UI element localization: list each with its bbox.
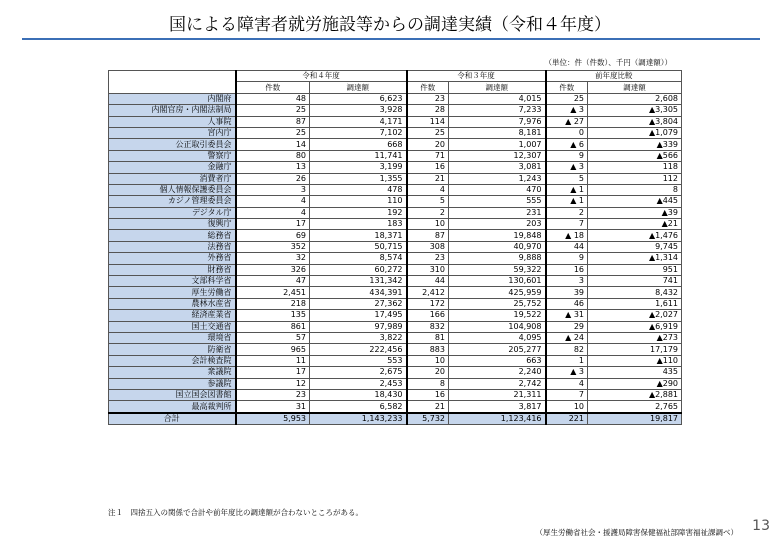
sub-header-count: 件数 xyxy=(407,82,449,93)
table-row xyxy=(109,344,682,355)
cell-r3-amount: 19,522 xyxy=(449,310,546,321)
cell-r3-count: 308 xyxy=(407,241,449,252)
page-number: 13 xyxy=(752,518,770,534)
cell-r4-count: 2,451 xyxy=(236,287,310,298)
table-row xyxy=(109,219,682,230)
cell-r3-count: 832 xyxy=(407,321,449,332)
cell-r3-amount: 12,307 xyxy=(449,150,546,161)
cell-diff-count: 82 xyxy=(546,344,588,355)
cell-diff-count: 9 xyxy=(546,253,588,264)
cell-r3-amount: 3,817 xyxy=(449,401,546,413)
cell-r4-count: 13 xyxy=(236,162,310,173)
cell-r3-count: 16 xyxy=(407,162,449,173)
cell-r3-count: 23 xyxy=(407,253,449,264)
cell-r4-count: 4 xyxy=(236,196,310,207)
table-row xyxy=(109,389,682,400)
cell-r4-amount: 434,391 xyxy=(310,287,407,298)
ministry-name: 国土交通省 xyxy=(109,321,236,332)
header-blank xyxy=(109,71,236,94)
cell-r4-amount: 2,453 xyxy=(310,378,407,389)
cell-r4-amount: 18,371 xyxy=(310,230,407,241)
cell-r3-amount: 8,181 xyxy=(449,127,546,138)
cell-r4-amount: 27,362 xyxy=(310,298,407,309)
cell-diff-amount: 8 xyxy=(588,184,682,195)
table-row xyxy=(109,173,682,184)
ministry-name: 人事院 xyxy=(109,116,236,127)
cell-diff-amount: 2,608 xyxy=(588,93,682,104)
cell-r4-amount: 1,143,233 xyxy=(310,413,407,425)
cell-r4-count: 25 xyxy=(236,127,310,138)
cell-diff-amount: 118 xyxy=(588,162,682,173)
cell-diff-amount: 8,432 xyxy=(588,287,682,298)
ministry-name: 最高裁判所 xyxy=(109,401,236,413)
cell-diff-count: ▲ 1 xyxy=(546,184,588,195)
cell-r3-count: 2 xyxy=(407,207,449,218)
cell-r3-amount: 231 xyxy=(449,207,546,218)
cell-r4-count: 3 xyxy=(236,184,310,195)
ministry-name: 内閣官房・内閣法制局 xyxy=(109,105,236,116)
cell-diff-count: 46 xyxy=(546,298,588,309)
cell-r3-count: 10 xyxy=(407,355,449,366)
cell-r3-amount: 104,908 xyxy=(449,321,546,332)
cell-r3-amount: 1,243 xyxy=(449,173,546,184)
table-row xyxy=(109,276,682,287)
ministry-name: 法務省 xyxy=(109,241,236,252)
cell-diff-amount: ▲339 xyxy=(588,139,682,150)
cell-r4-count: 80 xyxy=(236,150,310,161)
table-row xyxy=(109,184,682,195)
cell-r4-count: 48 xyxy=(236,93,310,104)
table-row xyxy=(109,241,682,252)
cell-r4-amount: 97,989 xyxy=(310,321,407,332)
ministry-name: 総務省 xyxy=(109,230,236,241)
cell-r4-amount: 4,171 xyxy=(310,116,407,127)
title-underline xyxy=(22,38,760,40)
cell-r3-amount: 1,007 xyxy=(449,139,546,150)
cell-diff-amount: 951 xyxy=(588,264,682,275)
cell-r4-count: 12 xyxy=(236,378,310,389)
cell-diff-amount: ▲1,476 xyxy=(588,230,682,241)
cell-diff-count: ▲ 3 xyxy=(546,367,588,378)
table-row xyxy=(109,401,682,413)
cell-diff-count: ▲ 6 xyxy=(546,139,588,150)
ministry-name: 会計検査院 xyxy=(109,355,236,366)
ministry-name: 防衛省 xyxy=(109,344,236,355)
cell-r3-amount: 7,233 xyxy=(449,105,546,116)
cell-r3-count: 2,412 xyxy=(407,287,449,298)
ministry-name: カジノ管理委員会 xyxy=(109,196,236,207)
sub-header-amount: 調達額 xyxy=(588,82,682,93)
cell-r3-count: 16 xyxy=(407,389,449,400)
table-row xyxy=(109,139,682,150)
cell-diff-count: 10 xyxy=(546,401,588,413)
table-row xyxy=(109,105,682,116)
cell-r4-amount: 131,342 xyxy=(310,276,407,287)
table-row xyxy=(109,367,682,378)
cell-diff-amount: ▲21 xyxy=(588,219,682,230)
cell-r4-amount: 183 xyxy=(310,219,407,230)
cell-diff-amount: ▲2,027 xyxy=(588,310,682,321)
table-row xyxy=(109,298,682,309)
cell-r4-count: 47 xyxy=(236,276,310,287)
cell-r4-amount: 668 xyxy=(310,139,407,150)
cell-r4-count: 17 xyxy=(236,219,310,230)
cell-r3-count: 44 xyxy=(407,276,449,287)
cell-diff-amount: ▲39 xyxy=(588,207,682,218)
cell-r4-amount: 50,715 xyxy=(310,241,407,252)
cell-r3-count: 71 xyxy=(407,150,449,161)
cell-diff-count: 9 xyxy=(546,150,588,161)
table-row xyxy=(109,150,682,161)
total-row xyxy=(109,413,682,425)
cell-r4-amount: 478 xyxy=(310,184,407,195)
cell-r4-count: 32 xyxy=(236,253,310,264)
ministry-name: 金融庁 xyxy=(109,162,236,173)
cell-r3-count: 4 xyxy=(407,184,449,195)
cell-diff-amount: 9,745 xyxy=(588,241,682,252)
cell-r4-amount: 18,430 xyxy=(310,389,407,400)
cell-diff-count: 221 xyxy=(546,413,588,425)
ministry-name: 経済産業省 xyxy=(109,310,236,321)
cell-diff-count: 39 xyxy=(546,287,588,298)
cell-r4-count: 326 xyxy=(236,264,310,275)
cell-r3-amount: 203 xyxy=(449,219,546,230)
footnote: 注１ 四捨五入の関係で合計や前年度比の調達額が合わないところがある。 xyxy=(108,508,363,517)
ministry-name: 参議院 xyxy=(109,378,236,389)
cell-r3-amount: 21,311 xyxy=(449,389,546,400)
cell-diff-count: 2 xyxy=(546,207,588,218)
ministry-name: デジタル庁 xyxy=(109,207,236,218)
cell-r4-amount: 222,456 xyxy=(310,344,407,355)
sub-header-amount: 調達額 xyxy=(449,82,546,93)
ministry-name: 国立国会図書館 xyxy=(109,389,236,400)
cell-r3-count: 10 xyxy=(407,219,449,230)
cell-diff-count: 44 xyxy=(546,241,588,252)
cell-r4-count: 965 xyxy=(236,344,310,355)
sub-header-count: 件数 xyxy=(236,82,310,93)
ministry-name: 厚生労働省 xyxy=(109,287,236,298)
cell-r4-amount: 192 xyxy=(310,207,407,218)
cell-r4-count: 31 xyxy=(236,401,310,413)
ministry-name: 復興庁 xyxy=(109,219,236,230)
ministry-name: 文部科学省 xyxy=(109,276,236,287)
sub-header-amount: 調達額 xyxy=(310,82,407,93)
cell-diff-amount: ▲6,919 xyxy=(588,321,682,332)
cell-r4-count: 11 xyxy=(236,355,310,366)
cell-r3-count: 28 xyxy=(407,105,449,116)
group-header-r3: 令和３年度 xyxy=(407,71,546,82)
cell-r3-count: 87 xyxy=(407,230,449,241)
table-row xyxy=(109,93,682,104)
cell-r3-count: 81 xyxy=(407,332,449,343)
ministry-name: 衆議院 xyxy=(109,367,236,378)
cell-diff-amount: 1,611 xyxy=(588,298,682,309)
cell-r3-count: 883 xyxy=(407,344,449,355)
cell-diff-count: ▲ 18 xyxy=(546,230,588,241)
cell-diff-amount: 17,179 xyxy=(588,344,682,355)
table-row xyxy=(109,332,682,343)
cell-r3-amount: 470 xyxy=(449,184,546,195)
cell-r4-count: 861 xyxy=(236,321,310,332)
cell-r3-amount: 40,970 xyxy=(449,241,546,252)
cell-diff-amount: 112 xyxy=(588,173,682,184)
cell-r3-count: 8 xyxy=(407,378,449,389)
cell-diff-count: ▲ 31 xyxy=(546,310,588,321)
ministry-name: 外務省 xyxy=(109,253,236,264)
cell-r3-count: 20 xyxy=(407,139,449,150)
group-header-diff: 前年度比較 xyxy=(546,71,682,82)
table-row xyxy=(109,207,682,218)
ministry-name: 宮内庁 xyxy=(109,127,236,138)
cell-r3-amount: 425,959 xyxy=(449,287,546,298)
cell-r4-count: 69 xyxy=(236,230,310,241)
cell-r3-amount: 25,752 xyxy=(449,298,546,309)
cell-diff-amount: ▲445 xyxy=(588,196,682,207)
cell-r3-amount: 555 xyxy=(449,196,546,207)
cell-r3-amount: 4,095 xyxy=(449,332,546,343)
cell-r4-count: 352 xyxy=(236,241,310,252)
cell-diff-amount: ▲2,881 xyxy=(588,389,682,400)
ministry-name: 財務省 xyxy=(109,264,236,275)
total-label: 合計 xyxy=(109,413,236,425)
ministry-name: 公正取引委員会 xyxy=(109,139,236,150)
cell-r3-count: 23 xyxy=(407,93,449,104)
cell-r3-count: 114 xyxy=(407,116,449,127)
cell-r4-count: 25 xyxy=(236,105,310,116)
ministry-name: 個人情報保護委員会 xyxy=(109,184,236,195)
source-note: （厚生労働省社会・援護局障害保健福祉部障害福祉課調べ） xyxy=(535,528,738,537)
cell-r3-count: 172 xyxy=(407,298,449,309)
cell-diff-amount: ▲3,804 xyxy=(588,116,682,127)
table-row xyxy=(109,116,682,127)
table-row xyxy=(109,162,682,173)
cell-r4-amount: 1,355 xyxy=(310,173,407,184)
cell-r3-amount: 2,742 xyxy=(449,378,546,389)
cell-diff-count: 0 xyxy=(546,127,588,138)
cell-diff-count: 29 xyxy=(546,321,588,332)
cell-r4-amount: 6,582 xyxy=(310,401,407,413)
table-row xyxy=(109,196,682,207)
cell-r4-count: 14 xyxy=(236,139,310,150)
cell-diff-amount: 19,817 xyxy=(588,413,682,425)
cell-r3-count: 21 xyxy=(407,401,449,413)
cell-diff-count: ▲ 24 xyxy=(546,332,588,343)
cell-r4-count: 135 xyxy=(236,310,310,321)
table-row xyxy=(109,127,682,138)
cell-r4-count: 4 xyxy=(236,207,310,218)
cell-r4-amount: 60,272 xyxy=(310,264,407,275)
cell-r3-count: 310 xyxy=(407,264,449,275)
cell-r3-count: 25 xyxy=(407,127,449,138)
cell-r4-count: 5,953 xyxy=(236,413,310,425)
cell-r4-amount: 3,822 xyxy=(310,332,407,343)
cell-diff-amount: ▲566 xyxy=(588,150,682,161)
cell-r3-count: 21 xyxy=(407,173,449,184)
cell-r4-count: 23 xyxy=(236,389,310,400)
group-header-r4: 令和４年度 xyxy=(236,71,407,82)
cell-diff-amount: 2,765 xyxy=(588,401,682,413)
ministry-name: 農林水産省 xyxy=(109,298,236,309)
cell-r3-amount: 19,848 xyxy=(449,230,546,241)
cell-r4-amount: 553 xyxy=(310,355,407,366)
cell-r4-count: 26 xyxy=(236,173,310,184)
cell-r3-amount: 663 xyxy=(449,355,546,366)
cell-r3-amount: 7,976 xyxy=(449,116,546,127)
cell-r3-count: 5,732 xyxy=(407,413,449,425)
table-row xyxy=(109,253,682,264)
cell-diff-count: ▲ 3 xyxy=(546,105,588,116)
procurement-table xyxy=(108,70,682,425)
cell-r4-amount: 8,574 xyxy=(310,253,407,264)
unit-note: （単位：件（件数）、千円（調達額）） xyxy=(544,58,672,67)
cell-r3-count: 5 xyxy=(407,196,449,207)
cell-r4-amount: 7,102 xyxy=(310,127,407,138)
cell-r3-count: 20 xyxy=(407,367,449,378)
cell-diff-amount: 435 xyxy=(588,367,682,378)
cell-diff-amount: ▲3,305 xyxy=(588,105,682,116)
cell-r4-amount: 3,199 xyxy=(310,162,407,173)
cell-diff-count: ▲ 1 xyxy=(546,196,588,207)
table-row xyxy=(109,321,682,332)
ministry-name: 警察庁 xyxy=(109,150,236,161)
table-row xyxy=(109,378,682,389)
cell-r3-amount: 130,601 xyxy=(449,276,546,287)
cell-diff-count: 7 xyxy=(546,389,588,400)
cell-r3-amount: 59,322 xyxy=(449,264,546,275)
table-row xyxy=(109,230,682,241)
cell-r3-amount: 1,123,416 xyxy=(449,413,546,425)
cell-r4-amount: 6,623 xyxy=(310,93,407,104)
cell-diff-count: 1 xyxy=(546,355,588,366)
cell-diff-amount: ▲110 xyxy=(588,355,682,366)
cell-r4-amount: 11,741 xyxy=(310,150,407,161)
cell-r3-count: 166 xyxy=(407,310,449,321)
cell-r3-amount: 3,081 xyxy=(449,162,546,173)
cell-r4-count: 87 xyxy=(236,116,310,127)
cell-diff-amount: ▲1,079 xyxy=(588,127,682,138)
table-row xyxy=(109,310,682,321)
cell-r3-amount: 2,240 xyxy=(449,367,546,378)
sub-header-count: 件数 xyxy=(546,82,588,93)
page-title: 国による障害者就労施設等からの調達実績（令和４年度） xyxy=(169,15,611,35)
ministry-name: 環境省 xyxy=(109,332,236,343)
cell-r4-count: 218 xyxy=(236,298,310,309)
cell-diff-amount: ▲290 xyxy=(588,378,682,389)
cell-diff-count: 16 xyxy=(546,264,588,275)
cell-r3-amount: 205,277 xyxy=(449,344,546,355)
cell-diff-count: 25 xyxy=(546,93,588,104)
ministry-name: 消費者庁 xyxy=(109,173,236,184)
cell-r3-amount: 9,888 xyxy=(449,253,546,264)
cell-r4-amount: 2,675 xyxy=(310,367,407,378)
cell-r4-count: 57 xyxy=(236,332,310,343)
table-row xyxy=(109,355,682,366)
cell-diff-count: 7 xyxy=(546,219,588,230)
cell-diff-amount: ▲273 xyxy=(588,332,682,343)
cell-r4-count: 17 xyxy=(236,367,310,378)
table-row xyxy=(109,264,682,275)
cell-r4-amount: 110 xyxy=(310,196,407,207)
cell-r3-amount: 4,015 xyxy=(449,93,546,104)
cell-r4-amount: 3,928 xyxy=(310,105,407,116)
cell-diff-count: ▲ 27 xyxy=(546,116,588,127)
cell-diff-amount: ▲1,314 xyxy=(588,253,682,264)
cell-diff-count: 4 xyxy=(546,378,588,389)
table-row xyxy=(109,287,682,298)
cell-diff-count: 3 xyxy=(546,276,588,287)
ministry-name: 内閣府 xyxy=(109,93,236,104)
cell-diff-count: 5 xyxy=(546,173,588,184)
cell-r4-amount: 17,495 xyxy=(310,310,407,321)
cell-diff-amount: 741 xyxy=(588,276,682,287)
cell-diff-count: ▲ 3 xyxy=(546,162,588,173)
